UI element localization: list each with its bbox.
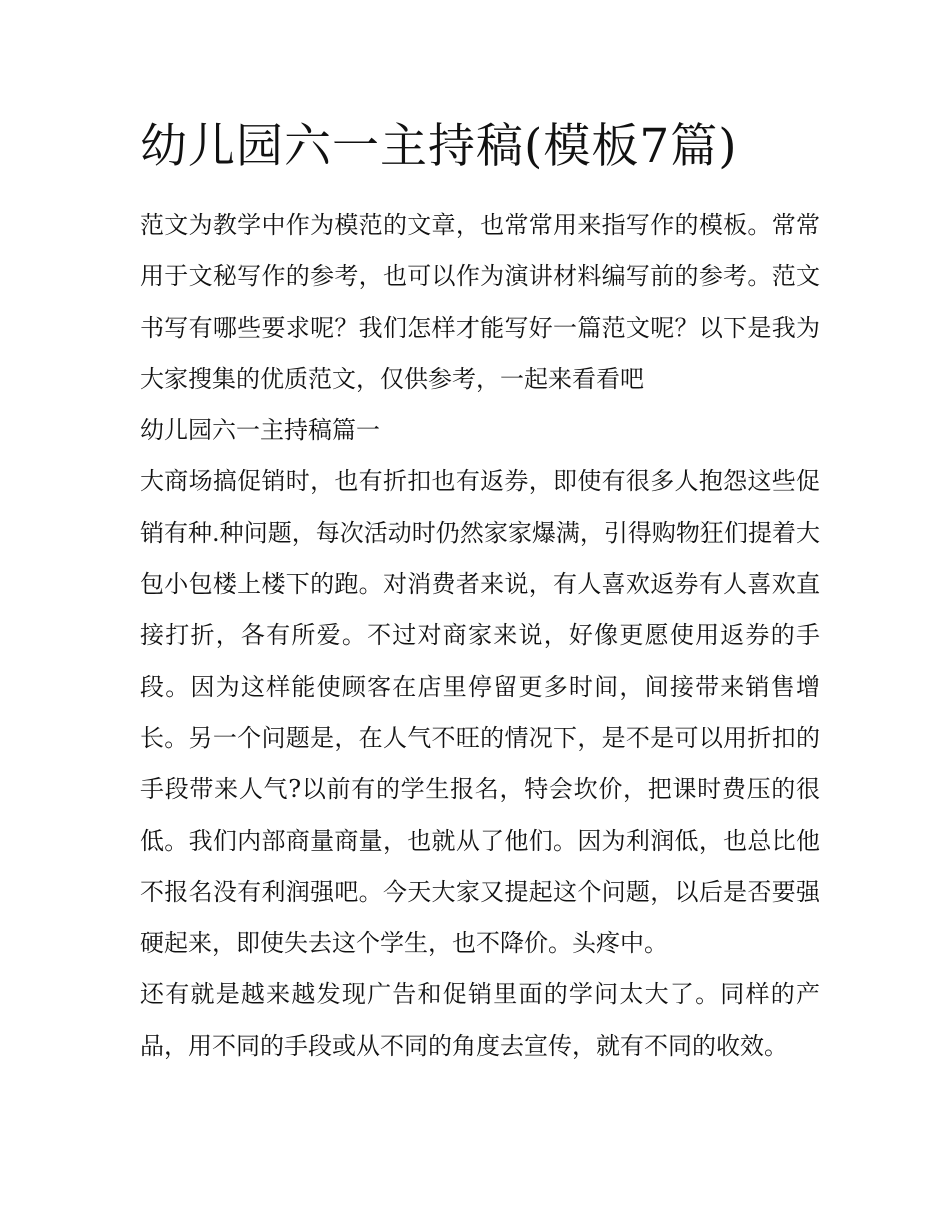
document-title: 幼儿园六一主持稿(模板7篇): [140, 119, 738, 174]
document-page: [140, 112, 820, 1072]
section-heading: 幼儿园六一主持稿篇一: [140, 416, 380, 445]
intro-paragraph: 范文为教学中作为模范的文章，也常常用来指写作的模板。常常用于文秘写作的参考，也可以作为演讲材料编写前的参考。范文书写有哪些要求呢？我们怎样才能写好一篇范文呢？以下是我为大家搜集的优质范文，仅供参考，一起来看看吧: [140, 211, 820, 393]
body-paragraph-1: 大商场搞促销时，也有折扣也有返券，即使有很多人抱怨这些促销有种.种问题，每次活动时仍然家家爆满，引得购物狂们提着大包小包楼上楼下的跑。对消费者来说，有人喜欢返券有人喜欢直接打折，各有所爱。不过对商家来说，好像更愿使用返券的手段。因为这样能使顾客在店里停留更多时间，间接带来销售增长。另一个问题是，在人气不旺的情况下，是不是可以用折扣的手段带来人气?以前有的学生报名，特会坎价，把课时费压的很低。我们内部商量商量，也就从了他们。因为利润低，也总比他不报名没有利润强吧。今天大家又提起这个问题，以后是否要强硬起来，即使失去这个学生，也不降价。头疼中。: [140, 467, 820, 958]
body-paragraph-2: 还有就是越来越发现广告和促销里面的学问太大了。同样的产品，用不同的手段或从不同的角度去宣传，就有不同的收效。: [140, 980, 820, 1060]
